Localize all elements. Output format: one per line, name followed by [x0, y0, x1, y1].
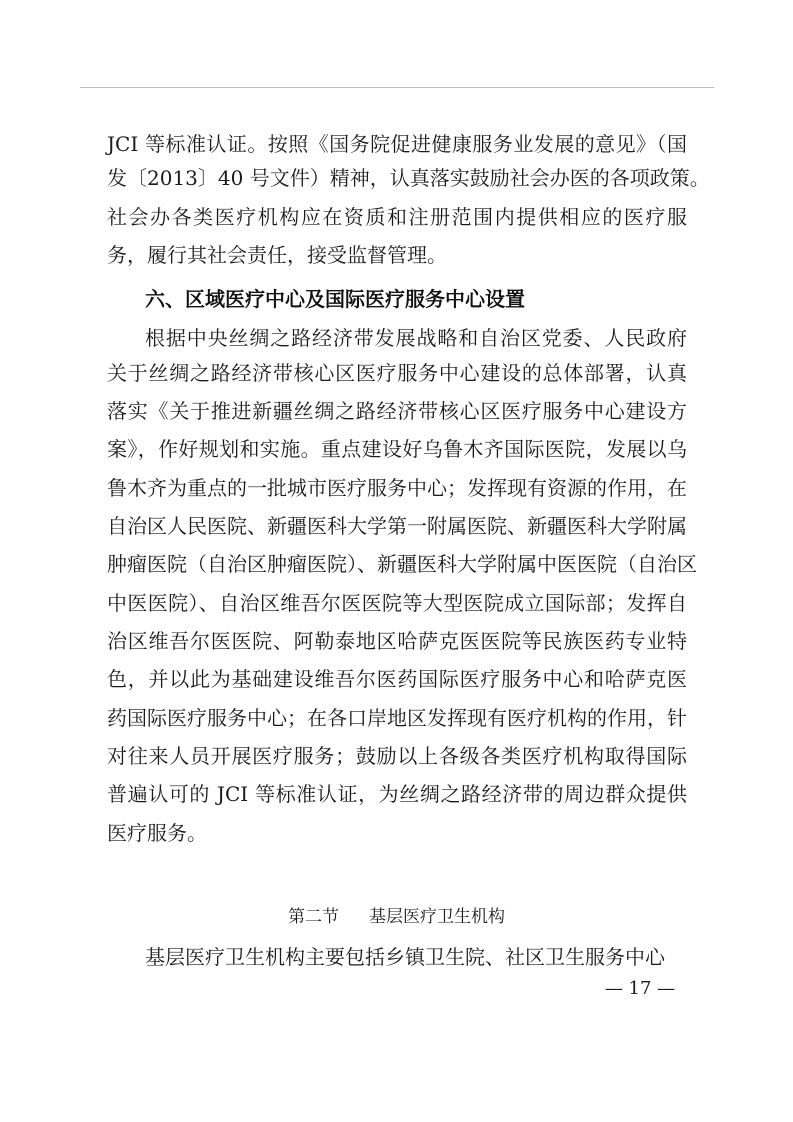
text-line: 自治区人民医院、新疆医科大学第一附属医院、新疆医科大学附属	[107, 514, 687, 538]
text-line: 社会办各类医疗机构应在资质和注册范围内提供相应的医疗服	[107, 205, 687, 229]
section-name: 基层医疗卫生机构	[369, 907, 505, 927]
text-line: 肿瘤医院（自治区肿瘤医院）、新疆医科大学附属中医医院（自治区	[107, 552, 697, 576]
text-line: JCI 等标准认证。按照《国务院促进健康服务业发展的意见》（国	[107, 132, 687, 156]
text-line: 治区维吾尔医医院、阿勒泰地区哈萨克医医院等民族医药专业特	[107, 629, 687, 653]
text-line: 基层医疗卫生机构主要包括乡镇卫生院、社区卫生服务中心	[145, 945, 665, 969]
text-line: 务，履行其社会责任，接受监督管理。	[107, 243, 447, 267]
text-line: 对往来人员开展医疗服务；鼓励以上各级各类医疗机构取得国际	[107, 744, 687, 768]
text-line: 根据中央丝绸之路经济带发展战略和自治区党委、人民政府	[145, 326, 687, 350]
text-line: 药国际医疗服务中心；在各口岸地区发挥现有医疗机构的作用，针	[107, 706, 687, 730]
text-line: 案》，作好规划和实施。重点建设好乌鲁木齐国际医院，发展以乌	[107, 437, 687, 461]
text-line: 落实《关于推进新疆丝绸之路经济带核心区医疗服务中心建设方	[107, 399, 687, 423]
page-number: — 17 —	[604, 978, 676, 999]
text-line: 鲁木齐为重点的一批城市医疗服务中心；发挥现有资源的作用，在	[107, 476, 687, 500]
section-title	[0, 900, 793, 934]
text-line: 色，并以此为基础建设维吾尔医药国际医疗服务中心和哈萨克医	[107, 667, 687, 691]
text-line: 中医医院）、自治区维吾尔医医院等大型医院成立国际部；发挥自	[107, 591, 687, 615]
section-heading: 六、区域医疗中心及国际医疗服务中心设置	[145, 287, 525, 311]
text-line: 关于丝绸之路经济带核心区医疗服务中心建设的总体部署，认真	[107, 361, 687, 385]
text-line: 普遍认可的 JCI 等标准认证，为丝绸之路经济带的周边群众提供	[107, 782, 687, 806]
text-line: 医疗服务。	[107, 821, 207, 845]
header-rule	[80, 87, 714, 88]
text-line: 发〔2013〕40 号文件）精神，认真落实鼓励社会办医的各项政策。	[107, 166, 710, 190]
section-number: 第二节	[288, 907, 339, 927]
